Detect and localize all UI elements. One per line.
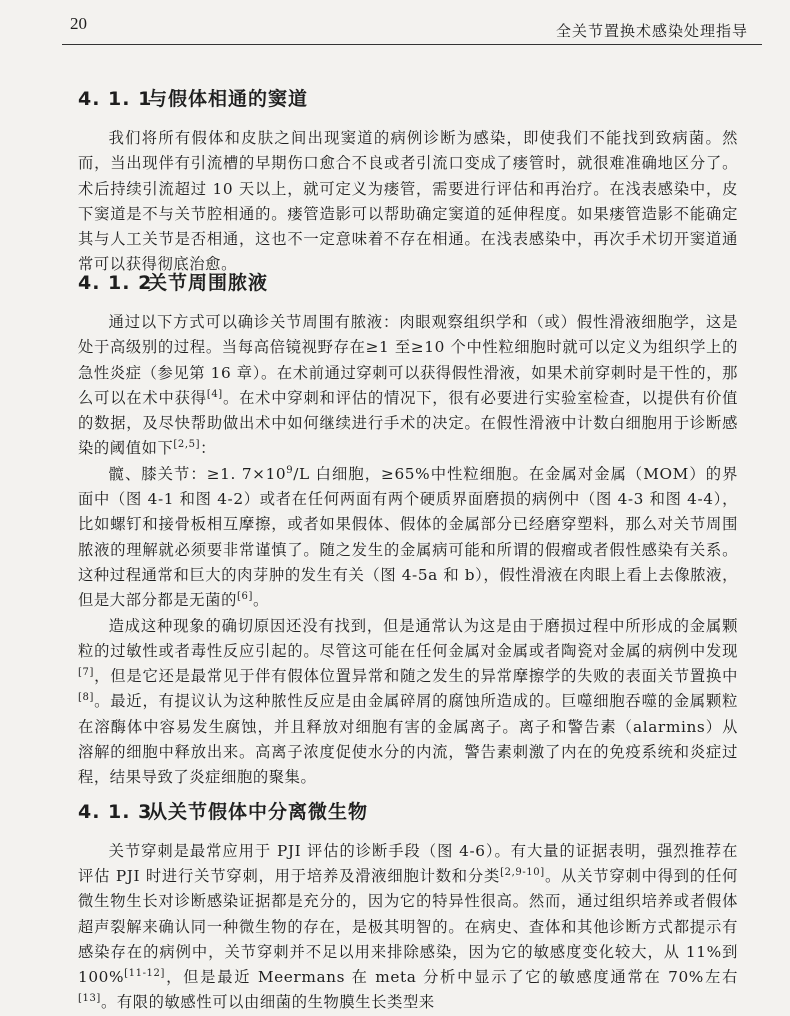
paragraph xyxy=(78,614,738,791)
paragraph xyxy=(78,126,738,278)
text-run: ，但是最近 Meermans 在 meta 分析中显示了它的敏感度通常在 70%左右 xyxy=(164,968,738,987)
section-number: 4. 1. 3 xyxy=(78,800,153,823)
citation-ref: [6] xyxy=(236,591,253,603)
running-title: 全关节置换术感染处理指导 xyxy=(555,22,748,40)
text-run: 关节穿刺是最常应用于 PJI 评估的诊断手段（图 4-6）。有大量的证据表明，强烈推荐在评估 PJI 时进行关节穿刺，用于培养及滑液细胞计数和分类 xyxy=(78,841,738,885)
section-4-1-2 xyxy=(78,268,738,791)
text-run: 。 xyxy=(252,591,269,610)
section-number: 4. 1. 1 xyxy=(78,88,153,110)
text-run: 。最近，有提议认为这种脓性反应是由金属碎屑的腐蚀所造成的。巨噬细胞吞噬的金属颗粒在溶酶体中容易发生腐蚀，并且释放对细胞有害的金属离子。离子和警告素（alarmins）从溶解的细胞中释放出来。高离子浓度促使水分的内流，警告素刺激了内在的免疫系统和炎症过程，结果导致了炎症细胞的聚集。 xyxy=(78,692,738,787)
text-run: 我们将所有假体和皮肤之间出现窦道的病例诊断为感染，即使我们不能找到致病菌。然而，当出现伴有引流槽的早期伤口愈合不良或者引流口变成了瘘管时，就很难准确地区分了。术后持续引流超过 10 天以上，就可定义为瘘管，需要进行评估和再治疗。在浅表感染中，皮下窦道是不与关节腔相通的。瘘管造影可以帮助确定窦道的延伸程度。如果瘘管造影不能确定其与人工关节是否相通，这也不一定意味着不存在相通。在浅表感染中，再次手术切开窦道通常可以获得彻底治愈。 xyxy=(78,129,738,274)
superscript: 9 xyxy=(286,464,294,476)
section-number: 4. 1. 2 xyxy=(78,272,153,294)
paragraph xyxy=(78,310,738,462)
section-heading xyxy=(78,268,738,298)
citation-ref: [2,9-10] xyxy=(500,866,545,878)
text-run: 。有限的敏感性可以由细菌的生物膜生长类型来 xyxy=(100,993,435,1012)
text-run: 。在术中穿刺和评估的情况下，很有必要进行实验室检查，以提供有价值的数据，及尽快帮助做出术中如何继续进行手术的决定。在假性滑液中计数白细胞用于诊断感染的阈值如下 xyxy=(78,388,738,458)
paragraph xyxy=(78,462,738,614)
header-rule xyxy=(62,44,762,45)
text-run: 。从关节穿刺中得到的任何微生物生长对诊断感染证据都是充分的，因为它的特异性很高。然而，通过组织培养或者假体超声裂解来确认同一种微生物的存在，是极其明智的。在病史、查体和其他诊断方式都提示有感染存在的病例中，关节穿刺并不足以用来排除感染，因为它的敏感度变化较大，从 11%到 100% xyxy=(78,866,739,987)
section-heading xyxy=(78,797,738,827)
section-title: 关节周围脓液 xyxy=(148,272,269,294)
section-4-1-3 xyxy=(78,797,738,1016)
page-body xyxy=(78,84,738,1016)
section-4-1-1 xyxy=(78,84,738,274)
citation-ref: [8] xyxy=(78,692,94,704)
paragraph xyxy=(78,839,738,1016)
text-run: 通过以下方式可以确诊关节周围有脓液：肉眼观察组织学和（或）假性滑液细胞学，这是处于高级别的过程。当每高倍镜视野存在≥1 至≥10 个中性粒细胞时就可以定义为组织学上的急性炎症（参见第 16 章）。在术前通过穿刺可以获得假性滑液，如果术前穿刺时是干性的，那么可以在术中获得 xyxy=(78,313,738,407)
citation-ref: [7] xyxy=(78,667,94,679)
page-header xyxy=(0,0,790,40)
text-run: ，但是它还是最常见于伴有假体位置异常和随之发生的异常摩擦学的失败的表面关节置换中 xyxy=(93,667,738,686)
text-run: 髋、膝关节：≥1. 7×10 xyxy=(108,464,287,483)
text-run: 造成这种现象的确切原因还没有找到，但是通常认为这是由于磨损过程中所形成的金属颗粒的过敏性或者毒性反应引起的。尽管这可能在任何金属对金属或者陶瓷对金属的病例中发现 xyxy=(78,616,738,660)
citation-ref: [4] xyxy=(206,388,223,400)
text-run: /L 白细胞，≥65%中性粒细胞。在金属对金属（MOM）的界面中（图 4-1 和图 4-2）或者在任何两面有两个硬质界面磨损的病例中（图 4-3 和图 4-4），比如螺钉和接骨板相互摩擦，或者如果假体、假体的金属部分已经磨穿塑料，那么对关节周围脓液的理解就必须要非常谨慎了。随之发生的金属病可能和所谓的假瘤或者假性感染有关系。这种过程通常和巨大的肉芽肿的发生有关（图 4-5a 和 b），假性滑液在肉眼上看上去像脓液，但是大部分都是无菌的 xyxy=(78,464,738,610)
section-title: 与假体相通的窦道 xyxy=(148,88,309,110)
citation-ref: [2,5] xyxy=(173,439,201,451)
text-run: ： xyxy=(200,439,217,458)
citation-ref: [13] xyxy=(78,993,101,1005)
section-heading xyxy=(78,84,738,114)
page-number: 20 xyxy=(70,14,87,33)
section-title: 从关节假体中分离微生物 xyxy=(148,800,369,823)
citation-ref: [11-12] xyxy=(124,968,165,980)
